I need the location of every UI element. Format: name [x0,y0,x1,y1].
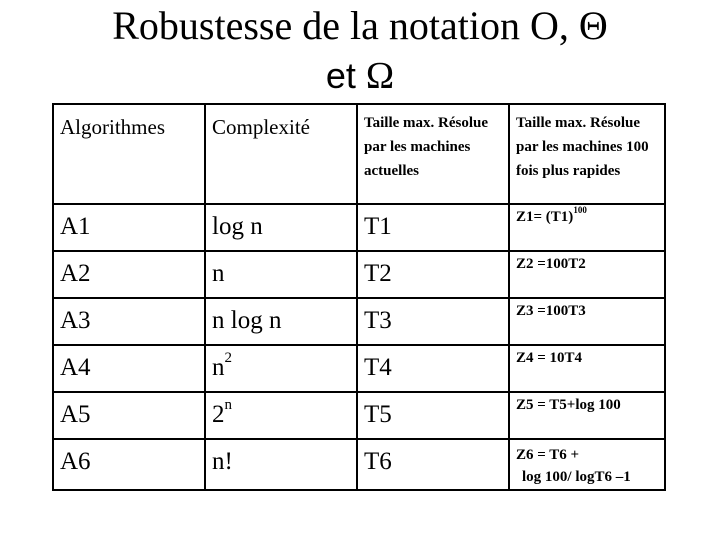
table-row [53,392,665,439]
taille-rapide-formula: Z2 =100T2 [516,256,586,272]
cell-taille-actuelle: T5 [357,392,509,439]
table-row [53,345,665,392]
taille-rapide-formula-line-2: log 100/ logT6 –1 [522,469,631,485]
cell-complexite [205,392,357,439]
taille-rapide-formula: Z4 = 10T4 [516,350,583,366]
header-complexite: Complexité [205,104,357,204]
slide-title-et: et [325,55,356,96]
cell-taille-actuelle: T2 [357,251,509,298]
cell-algorithme: A1 [53,204,205,251]
taille-rapide-formula: Z3 =100T3 [516,303,586,319]
taille-rapide-formula: Z1= (T1) [516,209,574,225]
cell-taille-rapide [509,204,665,251]
complexite-base: n log n [212,307,282,334]
cell-complexite [205,204,357,251]
cell-taille-rapide [509,439,665,490]
header-taille-actuelles: Taille max. Résolue par les machines actuelles [357,104,509,204]
cell-algorithme: A2 [53,251,205,298]
table-row [53,298,665,345]
cell-taille-rapide [509,298,665,345]
cell-algorithme: A5 [53,392,205,439]
taille-rapide-formula: Z5 = T5+log 100 [516,397,621,413]
header-taille-100-fois: Taille max. Résolue par les machines 100 fois plus rapides [509,104,665,204]
cell-taille-actuelle: T1 [357,204,509,251]
taille-rapide-formula: Z6 = T6 + [516,447,580,463]
complexite-exponent: n [224,397,232,413]
taille-rapide-exponent: 100 [573,205,587,215]
complexite-exponent: 2 [224,350,232,366]
complexite-base: n [212,354,225,381]
complexite-base: n! [212,448,233,475]
table-row [53,251,665,298]
table-header-row [53,104,665,204]
cell-taille-rapide [509,251,665,298]
table-row [53,204,665,251]
cell-algorithme: A6 [53,439,205,490]
complexite-base: log n [212,213,263,240]
complexite-base: n [212,260,225,287]
cell-taille-rapide [509,392,665,439]
slide-title-line-2 [0,54,720,98]
slide-title-line-1: Robustesse de la notation O, Θ [112,3,608,48]
cell-complexite [205,439,357,490]
header-algorithmes: Algorithmes [53,104,205,204]
cell-complexite [205,251,357,298]
cell-algorithme: A4 [53,345,205,392]
cell-complexite [205,345,357,392]
cell-algorithme: A3 [53,298,205,345]
cell-taille-actuelle: T6 [357,439,509,490]
cell-complexite [205,298,357,345]
omega-symbol: Ω [365,55,395,97]
table-row [53,439,665,490]
complexity-table [52,103,666,491]
cell-taille-rapide [509,345,665,392]
cell-taille-actuelle: T3 [357,298,509,345]
cell-taille-actuelle: T4 [357,345,509,392]
complexite-base: 2 [212,401,225,428]
